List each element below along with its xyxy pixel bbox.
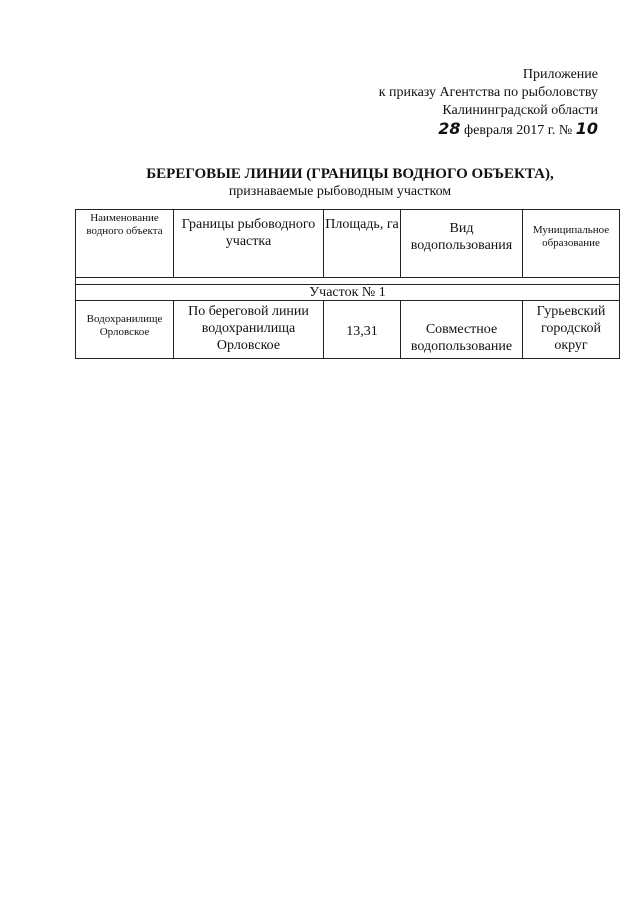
header-area: Площадь, га: [324, 210, 401, 278]
document-title: БЕРЕГОВЫЕ ЛИНИИ (ГРАНИЦЫ ВОДНОГО ОБЪЕКТА),: [146, 166, 554, 182]
table-spacer-row: [76, 278, 620, 285]
document-subtitle: признаваемые рыбоводным участком: [228, 184, 452, 199]
cell-borders: По береговой линии водохранилища Орловское: [174, 301, 324, 359]
table-header-row: [76, 210, 620, 278]
cell-area: 13,31: [324, 301, 401, 359]
table-row: [76, 301, 620, 359]
section-row: [76, 285, 620, 301]
appendix-label: Приложение: [522, 67, 598, 82]
handwritten-day: 28: [438, 119, 461, 138]
appendix-region: Калининградской области: [442, 103, 598, 118]
cell-use: Совместное водопользование: [401, 301, 523, 359]
header-municipality: Муниципальное образование: [523, 210, 620, 278]
appendix-date: [318, 120, 598, 140]
header-use: Вид водопользования: [401, 210, 523, 278]
handwritten-order-number: 10: [575, 119, 598, 138]
cell-municipality: Гурьевский городской округ: [523, 301, 620, 359]
appendix-order-ref: к приказу Агентства по рыболовству: [378, 85, 598, 100]
section-label: Участок № 1: [76, 285, 620, 301]
header-name: Наименование водного объекта: [76, 210, 174, 278]
fishery-table: [75, 209, 620, 359]
header-borders: Границы рыбоводного участка: [174, 210, 324, 278]
cell-name: Водохранилище Орловское: [76, 301, 174, 359]
date-text: февраля 2017 г. №: [460, 123, 576, 138]
appendix-block: [318, 66, 598, 140]
